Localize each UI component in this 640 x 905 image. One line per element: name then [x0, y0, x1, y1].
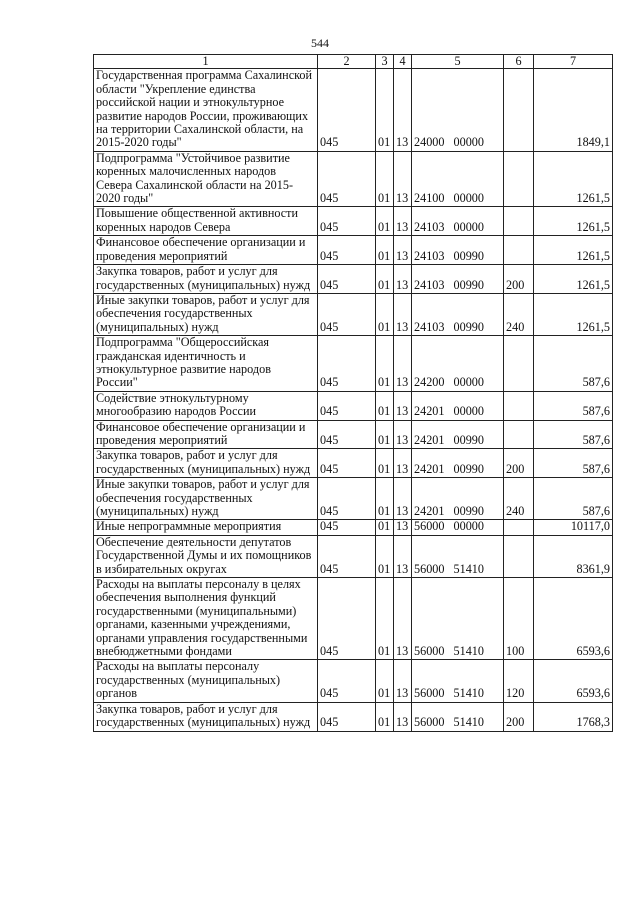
row-target-article-code: 24201 00990 — [412, 478, 504, 520]
row-ministry-code: 045 — [318, 535, 376, 577]
row-ministry-code: 045 — [318, 207, 376, 236]
row-amount: 8361,9 — [534, 535, 613, 577]
row-section-code: 01 — [376, 265, 394, 294]
header-row — [94, 55, 613, 69]
row-name: Закупка товаров, работ и услуг для государственных (муниципальных) нужд — [94, 449, 318, 478]
col-header-3: 3 — [376, 55, 394, 69]
row-target-article-code: 24200 00000 — [412, 336, 504, 392]
row-expense-type-code: 240 — [504, 478, 534, 520]
row-ministry-code: 045 — [318, 520, 376, 535]
table-row — [94, 449, 613, 478]
table-row — [94, 236, 613, 265]
row-subsection-code: 13 — [394, 478, 412, 520]
row-amount: 587,6 — [534, 420, 613, 449]
col-header-2: 2 — [318, 55, 376, 69]
row-expense-type-code — [504, 520, 534, 535]
row-expense-type-code: 100 — [504, 578, 534, 660]
row-amount: 1768,3 — [534, 702, 613, 731]
row-target-article-code: 56000 51410 — [412, 535, 504, 577]
row-ministry-code: 045 — [318, 336, 376, 392]
row-subsection-code: 13 — [394, 449, 412, 478]
row-subsection-code: 13 — [394, 293, 412, 335]
table-row — [94, 535, 613, 577]
row-expense-type-code — [504, 535, 534, 577]
table-body — [94, 69, 613, 731]
budget-table — [93, 54, 613, 732]
row-amount: 1261,5 — [534, 265, 613, 294]
table-row — [94, 336, 613, 392]
table-row — [94, 265, 613, 294]
row-ministry-code: 045 — [318, 660, 376, 702]
row-target-article-code: 24103 00990 — [412, 293, 504, 335]
row-amount: 587,6 — [534, 478, 613, 520]
table-row — [94, 478, 613, 520]
page-number: 544 — [311, 36, 329, 50]
row-amount: 1261,5 — [534, 207, 613, 236]
row-ministry-code: 045 — [318, 265, 376, 294]
row-ministry-code: 045 — [318, 151, 376, 207]
row-name: Обеспечение деятельности депутатов Государственной Думы и их помощников в избирательных округах — [94, 535, 318, 577]
table-row — [94, 578, 613, 660]
row-ministry-code: 045 — [318, 702, 376, 731]
row-section-code: 01 — [376, 702, 394, 731]
row-section-code: 01 — [376, 449, 394, 478]
row-amount: 10117,0 — [534, 520, 613, 535]
table-row — [94, 293, 613, 335]
row-ministry-code: 045 — [318, 69, 376, 151]
row-target-article-code: 56000 00000 — [412, 520, 504, 535]
row-name: Иные закупки товаров, работ и услуг для обеспечения государственных (муниципальных) нужд — [94, 293, 318, 335]
row-amount: 6593,6 — [534, 578, 613, 660]
row-expense-type-code — [504, 391, 534, 420]
row-amount: 6593,6 — [534, 660, 613, 702]
row-expense-type-code — [504, 420, 534, 449]
row-name: Повышение общественной активности коренных народов Севера — [94, 207, 318, 236]
row-name: Содействие этнокультурному многообразию народов России — [94, 391, 318, 420]
row-ministry-code: 045 — [318, 449, 376, 478]
table-row — [94, 391, 613, 420]
table-row — [94, 420, 613, 449]
row-ministry-code: 045 — [318, 391, 376, 420]
row-amount: 587,6 — [534, 391, 613, 420]
row-expense-type-code: 200 — [504, 449, 534, 478]
table-row — [94, 660, 613, 702]
row-name: Иные непрограммные мероприятия — [94, 520, 318, 535]
row-section-code: 01 — [376, 207, 394, 236]
row-subsection-code: 13 — [394, 391, 412, 420]
row-section-code: 01 — [376, 293, 394, 335]
row-target-article-code: 24103 00000 — [412, 207, 504, 236]
row-expense-type-code: 240 — [504, 293, 534, 335]
row-subsection-code: 13 — [394, 151, 412, 207]
row-section-code: 01 — [376, 336, 394, 392]
row-target-article-code: 56000 51410 — [412, 578, 504, 660]
row-ministry-code: 045 — [318, 478, 376, 520]
row-amount: 1261,5 — [534, 236, 613, 265]
row-name: Закупка товаров, работ и услуг для государственных (муниципальных) нужд — [94, 265, 318, 294]
row-subsection-code: 13 — [394, 207, 412, 236]
row-amount: 587,6 — [534, 449, 613, 478]
col-header-6: 6 — [504, 55, 534, 69]
row-target-article-code: 24201 00990 — [412, 420, 504, 449]
row-ministry-code: 045 — [318, 236, 376, 265]
row-target-article-code: 56000 51410 — [412, 702, 504, 731]
col-header-5: 5 — [412, 55, 504, 69]
row-name: Расходы на выплаты персоналу в целях обеспечения выполнения функций государственными (муниципальными) органами, казенными учреждениями, органами управления государственными внебюджетными фондами — [94, 578, 318, 660]
row-section-code: 01 — [376, 236, 394, 265]
row-ministry-code: 045 — [318, 420, 376, 449]
row-name: Государственная программа Сахалинской области "Укрепление единства российской нации и этнокультурное развитие народов России, проживающих на территории Сахалинской области, на 2015-2020 годы" — [94, 69, 318, 151]
row-target-article-code: 24201 00990 — [412, 449, 504, 478]
row-expense-type-code — [504, 69, 534, 151]
row-amount: 1261,5 — [534, 293, 613, 335]
row-section-code: 01 — [376, 660, 394, 702]
row-subsection-code: 13 — [394, 69, 412, 151]
table-row — [94, 702, 613, 731]
table-row — [94, 207, 613, 236]
row-subsection-code: 13 — [394, 535, 412, 577]
row-ministry-code: 045 — [318, 578, 376, 660]
row-section-code: 01 — [376, 420, 394, 449]
table-row — [94, 520, 613, 535]
row-expense-type-code — [504, 336, 534, 392]
row-amount: 587,6 — [534, 336, 613, 392]
row-expense-type-code: 120 — [504, 660, 534, 702]
row-section-code: 01 — [376, 151, 394, 207]
row-expense-type-code — [504, 207, 534, 236]
row-target-article-code: 24103 00990 — [412, 236, 504, 265]
row-target-article-code: 24201 00000 — [412, 391, 504, 420]
row-section-code: 01 — [376, 535, 394, 577]
row-expense-type-code: 200 — [504, 265, 534, 294]
col-header-1: 1 — [94, 55, 318, 69]
row-subsection-code: 13 — [394, 265, 412, 294]
table-row — [94, 69, 613, 151]
col-header-4: 4 — [394, 55, 412, 69]
row-target-article-code: 24100 00000 — [412, 151, 504, 207]
row-subsection-code: 13 — [394, 520, 412, 535]
row-name: Расходы на выплаты персоналу государственных (муниципальных) органов — [94, 660, 318, 702]
row-subsection-code: 13 — [394, 702, 412, 731]
row-section-code: 01 — [376, 69, 394, 151]
row-target-article-code: 56000 51410 — [412, 660, 504, 702]
row-amount: 1849,1 — [534, 69, 613, 151]
row-section-code: 01 — [376, 578, 394, 660]
row-expense-type-code: 200 — [504, 702, 534, 731]
row-name: Подпрограмма "Устойчивое развитие коренных малочисленных народов Севера Сахалинской области на 2015-2020 годы" — [94, 151, 318, 207]
row-subsection-code: 13 — [394, 660, 412, 702]
row-subsection-code: 13 — [394, 236, 412, 265]
row-section-code: 01 — [376, 478, 394, 520]
row-target-article-code: 24103 00990 — [412, 265, 504, 294]
row-target-article-code: 24000 00000 — [412, 69, 504, 151]
table-row — [94, 151, 613, 207]
row-ministry-code: 045 — [318, 293, 376, 335]
row-expense-type-code — [504, 151, 534, 207]
row-name: Финансовое обеспечение организации и проведения мероприятий — [94, 236, 318, 265]
row-name: Подпрограмма "Общероссийская гражданская идентичность и этнокультурное развитие народов России" — [94, 336, 318, 392]
row-name: Финансовое обеспечение организации и проведения мероприятий — [94, 420, 318, 449]
row-name: Закупка товаров, работ и услуг для государственных (муниципальных) нужд — [94, 702, 318, 731]
col-header-7: 7 — [534, 55, 613, 69]
row-subsection-code: 13 — [394, 578, 412, 660]
row-expense-type-code — [504, 236, 534, 265]
row-amount: 1261,5 — [534, 151, 613, 207]
row-subsection-code: 13 — [394, 336, 412, 392]
row-section-code: 01 — [376, 391, 394, 420]
row-name: Иные закупки товаров, работ и услуг для обеспечения государственных (муниципальных) нужд — [94, 478, 318, 520]
row-section-code: 01 — [376, 520, 394, 535]
row-subsection-code: 13 — [394, 420, 412, 449]
